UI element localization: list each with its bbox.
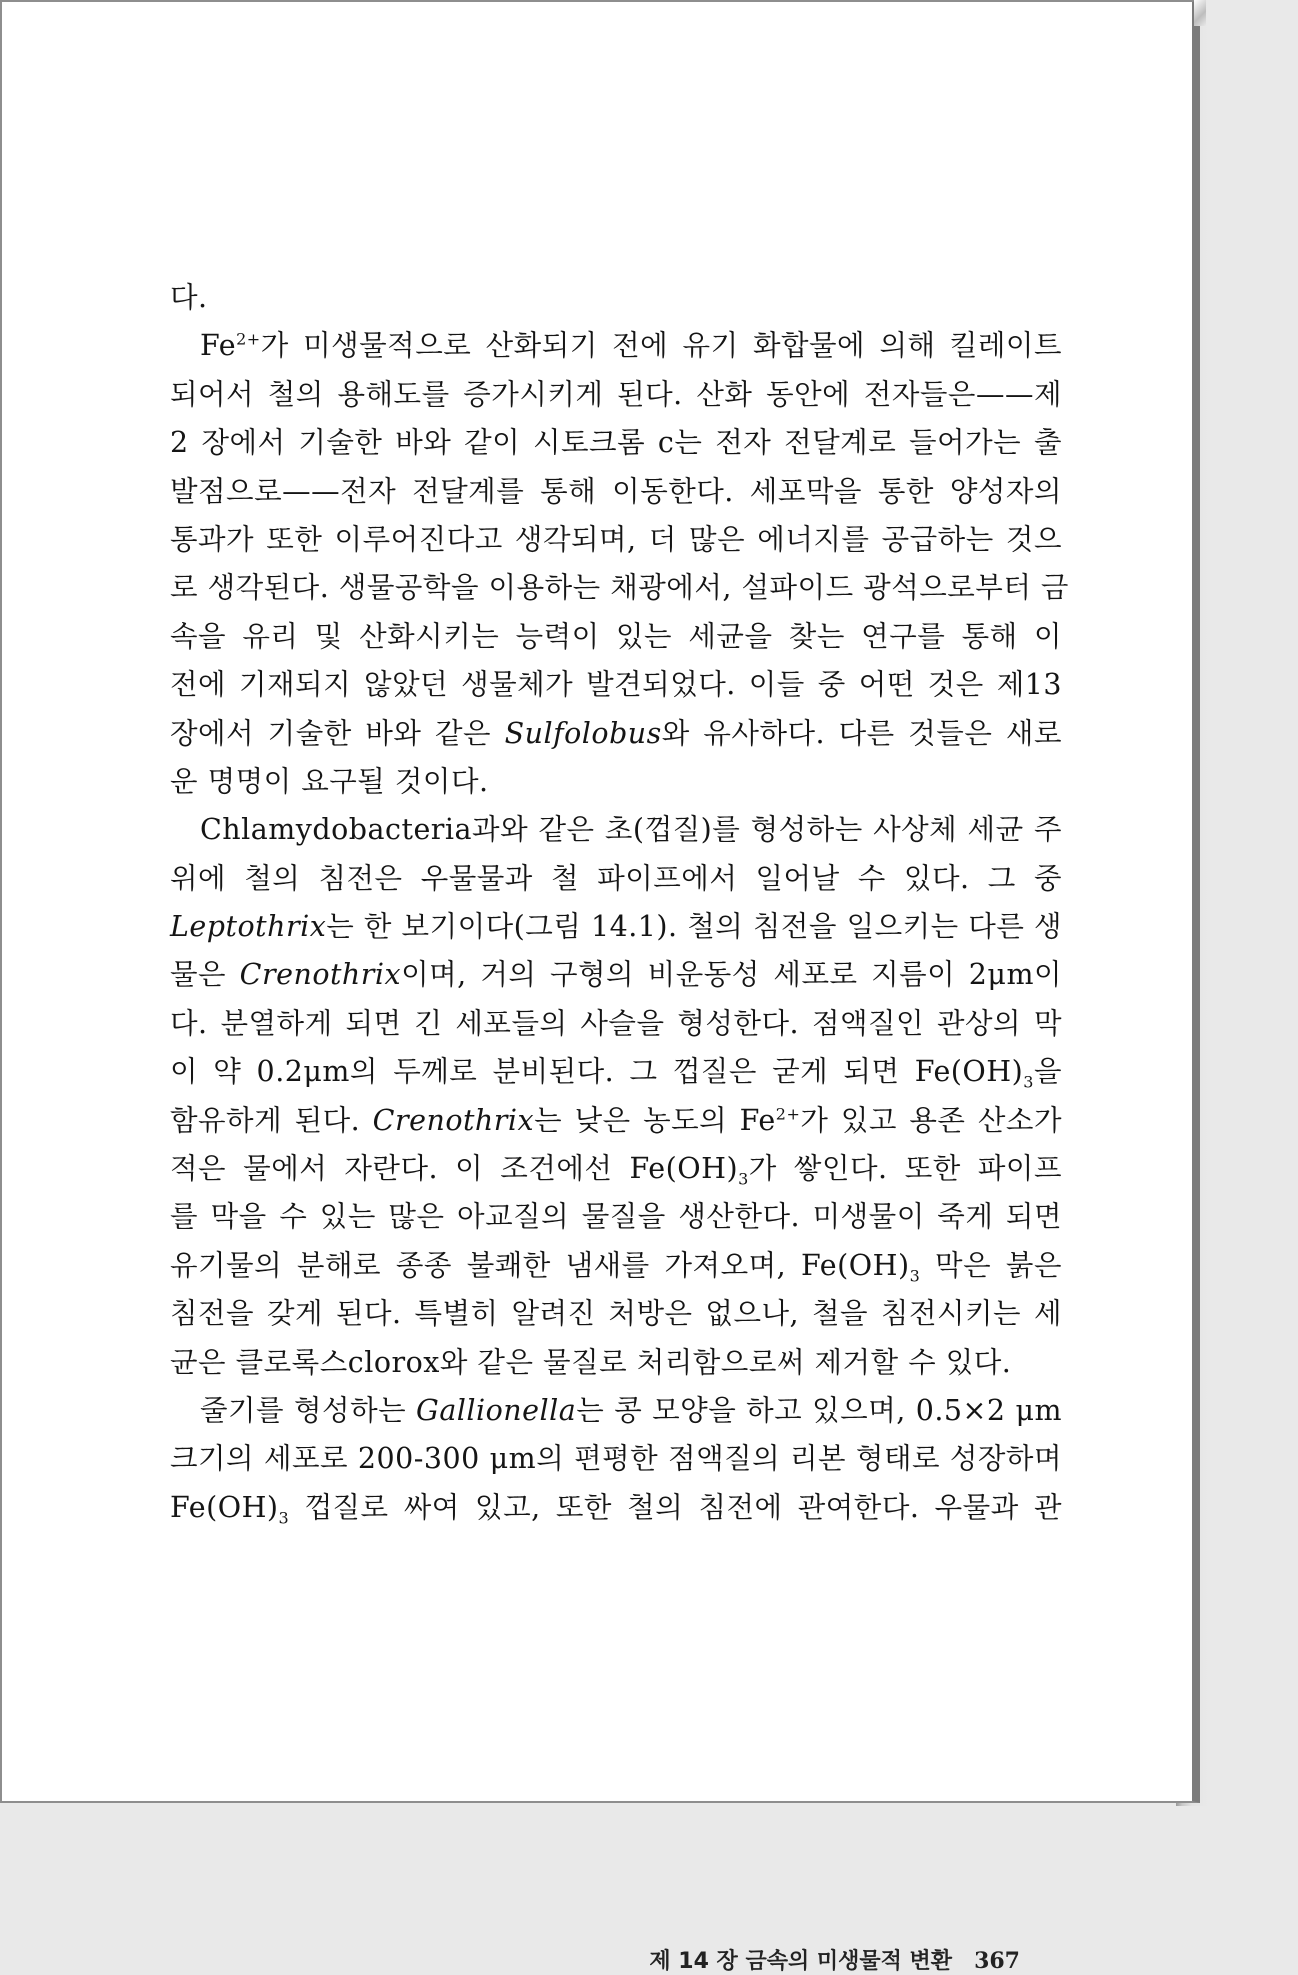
text-segment: 균은 클로록스clorox와 같은 물질로 처리함으로써 제거할 수 있다. <box>170 1345 1012 1379</box>
body-text <box>170 274 1069 1532</box>
text-line <box>170 1193 1062 1241</box>
text-segment: 는 낮은 농도의 Fe <box>534 1103 776 1137</box>
text-line <box>170 274 1062 322</box>
text-segment: 2 장에서 기술한 바와 같이 시토크롬 c는 전자 전달계로 들어가는 출 <box>170 426 1062 460</box>
text-line <box>170 371 1062 419</box>
text-segment: 되어서 철의 용해도를 증가시키게 된다. 산화 동안에 전자들은——제 <box>170 377 1062 411</box>
text-line <box>170 1000 1062 1048</box>
text-line <box>170 1484 1062 1532</box>
text-segment: 막은 붉은 <box>920 1248 1062 1282</box>
text-segment: 속을 유리 및 산화시키는 능력이 있는 세균을 찾는 연구를 통해 이 <box>170 619 1062 653</box>
superscript: 2+ <box>775 1104 801 1124</box>
text-line <box>170 1435 1062 1483</box>
text-segment: 껍질로 싸여 있고, 또한 철의 침전에 관여한다. 우물과 관 <box>289 1490 1062 1524</box>
text-line <box>170 1048 1062 1096</box>
text-line <box>170 806 1062 854</box>
text-segment: 가 쌓인다. 또한 파이프 <box>748 1152 1062 1186</box>
text-line <box>170 661 1062 709</box>
text-line <box>170 419 1062 467</box>
running-footer <box>608 1944 1020 1975</box>
text-segment: 을 <box>1033 1055 1062 1089</box>
text-segment: 다. 분열하게 되면 긴 세포들의 사슬을 형성한다. 점액질인 관상의 막 <box>170 1006 1062 1040</box>
text-line <box>170 855 1062 903</box>
text-segment: 함유하게 된다. <box>170 1103 373 1137</box>
subscript: 3 <box>909 1266 921 1286</box>
text-segment: 와 유사하다. 다른 것들은 새로 <box>661 716 1062 750</box>
chapter-title: 제 14 장 금속의 미생물적 변환 <box>649 1949 953 1974</box>
page-corner <box>1194 0 1206 26</box>
subscript: 3 <box>278 1508 290 1528</box>
text-segment: 유기물의 분해로 종종 불쾌한 냄새를 가져오며, Fe(OH) <box>170 1248 910 1282</box>
text-segment: 침전을 갖게 된다. 특별히 알려진 처방은 없으나, 철을 침전시키는 세 <box>170 1297 1062 1331</box>
text-segment: 다. <box>170 281 208 314</box>
text-segment: 로 생각된다. 생물공학을 이용하는 채광에서, 설파이드 광석으로부터 금 <box>170 571 1069 605</box>
text-line <box>170 322 1062 370</box>
text-segment: 적은 물에서 자란다. 이 조건에선 Fe(OH) <box>170 1152 739 1186</box>
text-line <box>170 1097 1062 1145</box>
text-segment: 는 콩 모양을 하고 있으며, 0.5×2 μm <box>576 1393 1062 1427</box>
text-line <box>170 1145 1062 1193</box>
text-line <box>170 613 1062 661</box>
text-line <box>170 1290 1062 1338</box>
text-segment: 를 막을 수 있는 많은 아교질의 물질을 생산한다. 미생물이 죽게 되면 <box>170 1200 1062 1234</box>
text-segment: 전에 기재되지 않았던 생물체가 발견되었다. 이들 중 어떤 것은 제13 <box>170 668 1062 702</box>
text-segment: 통과가 또한 이루어진다고 생각되며, 더 많은 에너지를 공급하는 것으 <box>170 522 1062 556</box>
text-line <box>170 564 1069 612</box>
text-segment: Fe <box>200 329 237 363</box>
text-segment: 이 약 0.2μm의 두께로 분비된다. 그 껍질은 굳게 되면 Fe(OH) <box>170 1055 1024 1089</box>
italic-term: Leptothrix <box>170 910 327 944</box>
text-line <box>170 1339 1062 1387</box>
text-segment: 발점으로——전자 전달계를 통해 이동한다. 세포막을 통한 양성자의 <box>170 474 1062 508</box>
text-segment: 물은 <box>170 958 240 992</box>
text-line <box>170 516 1062 564</box>
text-line <box>170 1387 1062 1435</box>
italic-term: Crenothrix <box>239 958 402 992</box>
text-segment: 이며, 거의 구형의 비운동성 세포로 지름이 2μm이 <box>401 958 1063 992</box>
text-line <box>170 710 1062 758</box>
text-segment: 장에서 기술한 바와 같은 <box>170 716 505 750</box>
text-line <box>170 468 1062 516</box>
text-segment: 크기의 세포로 200-300 μm의 편평한 점액질의 리본 형태로 성장하며 <box>170 1442 1062 1476</box>
text-line <box>170 951 1062 999</box>
text-line <box>170 758 1062 806</box>
italic-term: Crenothrix <box>372 1103 535 1137</box>
italic-term: Gallionella <box>416 1393 577 1427</box>
text-segment: 줄기를 형성하는 <box>200 1393 417 1427</box>
text-segment: 가 있고 용존 산소가 <box>800 1103 1062 1137</box>
page-number: 367 <box>974 1948 1020 1974</box>
text-segment: 운 명명이 요구될 것이다. <box>170 764 489 798</box>
subscript: 3 <box>738 1169 749 1189</box>
text-segment: 위에 철의 침전은 우물물과 철 파이프에서 일어날 수 있다. 그 중 <box>170 861 1062 895</box>
text-line <box>170 1242 1062 1290</box>
text-line <box>170 903 1062 951</box>
italic-term: Sulfolobus <box>504 716 662 750</box>
superscript: 2+ <box>236 329 261 349</box>
text-segment: Chlamydobacteria과와 같은 초(껍질)를 형성하는 사상체 세균 주 <box>200 813 1062 847</box>
text-segment: Fe(OH) <box>170 1490 279 1524</box>
subscript: 3 <box>1023 1072 1034 1092</box>
text-segment: 는 한 보기이다(그림 14.1). 철의 침전을 일으키는 다른 생 <box>326 910 1062 944</box>
text-segment: 가 미생물적으로 산화되기 전에 유기 화합물에 의해 킬레이트 <box>260 329 1062 363</box>
